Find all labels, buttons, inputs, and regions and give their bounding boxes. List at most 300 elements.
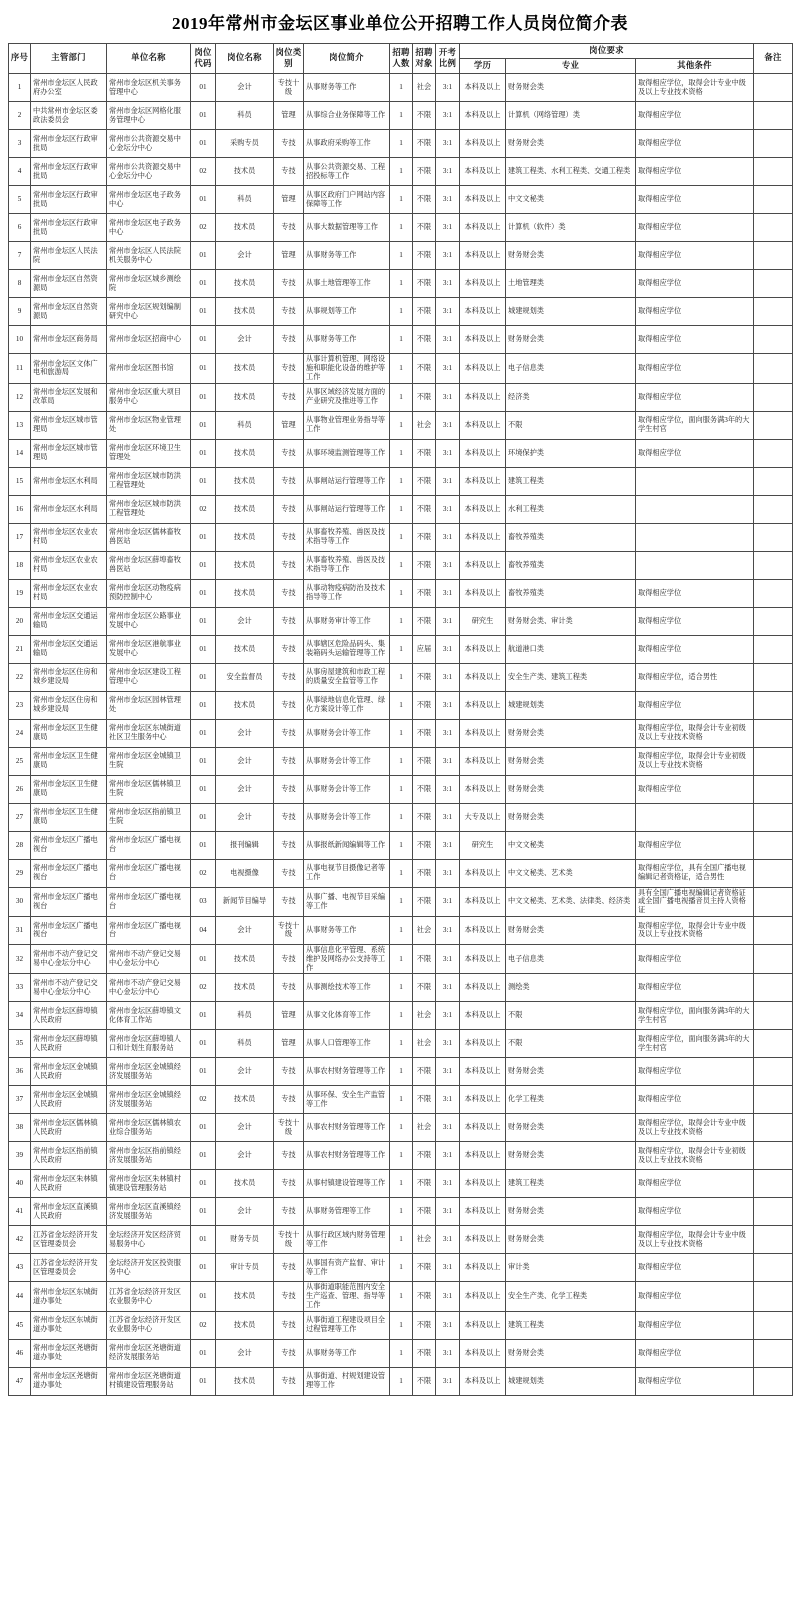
col-header-code-line2: 代码 — [194, 58, 212, 68]
cell-remark — [754, 214, 793, 242]
cell-ptype: 管理 — [274, 242, 304, 270]
cell-seq: 34 — [9, 1002, 31, 1030]
table-row — [9, 635, 793, 663]
cell-edu: 本科及以上 — [460, 635, 506, 663]
cell-post: 会计 — [216, 1339, 274, 1367]
cell-unit: 常州市金坛区港航事业发展中心 — [107, 635, 191, 663]
cell-ratio: 3:1 — [436, 439, 460, 467]
cell-ratio: 3:1 — [436, 579, 460, 607]
cell-post: 会计 — [216, 242, 274, 270]
cell-intro: 从事财务管理等工作 — [304, 1198, 390, 1226]
cell-edu: 本科及以上 — [460, 439, 506, 467]
cell-unit: 金坛经济开发区投资服务中心 — [107, 1254, 191, 1282]
cell-unit: 常州市金坛区物业管理处 — [107, 411, 191, 439]
cell-code: 01 — [191, 803, 216, 831]
cell-ratio: 3:1 — [436, 102, 460, 130]
cell-intro: 从事区域经济发展方面的产业研究及推进等工作 — [304, 383, 390, 411]
cell-dept: 常州市金坛区文体广电和旅游局 — [31, 354, 107, 383]
cell-obj: 不限 — [413, 1170, 436, 1198]
cell-post: 财务专员 — [216, 1226, 274, 1254]
cell-intro: 从事电视节目摄像记者等工作 — [304, 859, 390, 887]
cell-post: 会计 — [216, 747, 274, 775]
cell-ratio: 3:1 — [436, 1142, 460, 1170]
cell-remark — [754, 270, 793, 298]
cell-ratio: 3:1 — [436, 1367, 460, 1395]
cell-edu: 本科及以上 — [460, 974, 506, 1002]
cell-remark — [754, 1367, 793, 1395]
col-header-ptype-line1: 岗位类 — [275, 48, 302, 58]
table-row — [9, 1030, 793, 1058]
cell-post: 会计 — [216, 719, 274, 747]
cell-post: 电视摄像 — [216, 859, 274, 887]
cell-code: 01 — [191, 1114, 216, 1142]
cell-edu: 本科及以上 — [460, 944, 506, 973]
cell-seq: 10 — [9, 326, 31, 354]
cell-dept: 常州市金坛区人民政府办公室 — [31, 74, 107, 102]
cell-unit: 常州市金坛区电子政务中心 — [107, 186, 191, 214]
cell-ratio: 3:1 — [436, 523, 460, 551]
cell-num: 1 — [390, 1339, 413, 1367]
cell-major: 建筑工程类 — [506, 1311, 636, 1339]
cell-post: 会计 — [216, 1198, 274, 1226]
cell-dept: 常州市金坛区卫生健康局 — [31, 775, 107, 803]
cell-seq: 4 — [9, 158, 31, 186]
cell-remark — [754, 1170, 793, 1198]
cell-code: 01 — [191, 1170, 216, 1198]
cell-remark — [754, 974, 793, 1002]
cell-seq: 44 — [9, 1282, 31, 1311]
cell-obj: 不限 — [413, 1198, 436, 1226]
table-row — [9, 158, 793, 186]
cell-dept: 江苏省金坛经济开发区管理委员会 — [31, 1226, 107, 1254]
cell-obj: 社会 — [413, 1114, 436, 1142]
cell-other: 取得相应学位 — [636, 1339, 754, 1367]
cell-num: 1 — [390, 1254, 413, 1282]
cell-ptype: 专技 — [274, 523, 304, 551]
cell-major: 城建规划类 — [506, 298, 636, 326]
cell-post: 技术员 — [216, 298, 274, 326]
cell-major: 测绘类 — [506, 974, 636, 1002]
col-header-dept: 主管部门 — [31, 43, 107, 74]
cell-intro: 从事报纸新闻编辑等工作 — [304, 831, 390, 859]
cell-num: 1 — [390, 831, 413, 859]
cell-post: 技术员 — [216, 439, 274, 467]
cell-num: 1 — [390, 944, 413, 973]
cell-post: 报刊编辑 — [216, 831, 274, 859]
cell-dept: 常州市金坛区交通运输局 — [31, 635, 107, 663]
cell-code: 01 — [191, 775, 216, 803]
cell-other: 取得相应学位，适合男性 — [636, 663, 754, 691]
cell-code: 02 — [191, 1086, 216, 1114]
cell-other: 取得相应学位 — [636, 579, 754, 607]
cell-ratio: 3:1 — [436, 974, 460, 1002]
table-row — [9, 1114, 793, 1142]
cell-other: 取得相应学位 — [636, 326, 754, 354]
cell-obj: 不限 — [413, 579, 436, 607]
cell-num: 1 — [390, 1086, 413, 1114]
cell-remark — [754, 1002, 793, 1030]
cell-major: 电子信息类 — [506, 944, 636, 973]
cell-dept: 常州市金坛区金城镇人民政府 — [31, 1058, 107, 1086]
cell-other: 取得相应学位 — [636, 383, 754, 411]
cell-ptype: 专技 — [274, 1142, 304, 1170]
cell-code: 01 — [191, 130, 216, 158]
cell-post: 科员 — [216, 1002, 274, 1030]
cell-edu: 本科及以上 — [460, 551, 506, 579]
cell-obj: 不限 — [413, 298, 436, 326]
cell-major: 电子信息类 — [506, 354, 636, 383]
table-row — [9, 551, 793, 579]
cell-num: 1 — [390, 214, 413, 242]
cell-code: 01 — [191, 102, 216, 130]
cell-other: 取得相应学位，取得会计专业中级及以上专业技术资格 — [636, 1114, 754, 1142]
cell-other: 取得相应学位 — [636, 635, 754, 663]
cell-edu: 本科及以上 — [460, 1226, 506, 1254]
cell-major: 畜牧养殖类 — [506, 579, 636, 607]
table-row — [9, 495, 793, 523]
cell-unit: 常州市金坛区儒林镇农业综合服务站 — [107, 1114, 191, 1142]
cell-major: 财务财会类 — [506, 747, 636, 775]
cell-ptype: 专技 — [274, 1170, 304, 1198]
cell-unit: 常州市金坛区东城街道社区卫生服务中心 — [107, 719, 191, 747]
cell-intro: 从事街道、村规划建设管理等工作 — [304, 1367, 390, 1395]
cell-intro: 从事物业管理业务指导等工作 — [304, 411, 390, 439]
cell-unit: 常州市金坛区广播电视台 — [107, 831, 191, 859]
cell-unit: 常州市金坛区直溪镇经济发展服务站 — [107, 1198, 191, 1226]
cell-ratio: 3:1 — [436, 635, 460, 663]
cell-num: 1 — [390, 495, 413, 523]
table-row — [9, 354, 793, 383]
cell-seq: 18 — [9, 551, 31, 579]
cell-ptype: 专技 — [274, 467, 304, 495]
col-header-seq: 序号 — [9, 43, 31, 74]
cell-remark — [754, 803, 793, 831]
cell-num: 1 — [390, 242, 413, 270]
table-row — [9, 130, 793, 158]
cell-dept: 常州市不动产登记交易中心金坛分中心 — [31, 944, 107, 973]
cell-obj: 不限 — [413, 467, 436, 495]
cell-unit: 常州市金坛区图书馆 — [107, 354, 191, 383]
cell-edu: 本科及以上 — [460, 1311, 506, 1339]
cell-num: 1 — [390, 383, 413, 411]
cell-unit: 常州市金坛区动物疫病预防控制中心 — [107, 579, 191, 607]
cell-code: 01 — [191, 1254, 216, 1282]
cell-ratio: 3:1 — [436, 887, 460, 916]
cell-intro: 从事绿地信息化管理、绿化方案设计等工作 — [304, 691, 390, 719]
cell-ptype: 专技 — [274, 1282, 304, 1311]
cell-remark — [754, 298, 793, 326]
cell-ptype: 专技 — [274, 635, 304, 663]
cell-num: 1 — [390, 887, 413, 916]
cell-ratio: 3:1 — [436, 1311, 460, 1339]
cell-edu: 本科及以上 — [460, 887, 506, 916]
cell-seq: 16 — [9, 495, 31, 523]
cell-ratio: 3:1 — [436, 130, 460, 158]
table-row — [9, 1002, 793, 1030]
cell-edu: 本科及以上 — [460, 1339, 506, 1367]
cell-code: 02 — [191, 1311, 216, 1339]
table-row — [9, 775, 793, 803]
cell-ptype: 专技 — [274, 663, 304, 691]
cell-dept: 常州市金坛区农业农村局 — [31, 579, 107, 607]
cell-code: 02 — [191, 495, 216, 523]
cell-code: 01 — [191, 747, 216, 775]
cell-major: 土地管理类 — [506, 270, 636, 298]
cell-remark — [754, 719, 793, 747]
cell-remark — [754, 74, 793, 102]
cell-remark — [754, 775, 793, 803]
cell-remark — [754, 831, 793, 859]
cell-seq: 38 — [9, 1114, 31, 1142]
table-row — [9, 691, 793, 719]
cell-unit: 常州市金坛区尧塘街道经济发展服务站 — [107, 1339, 191, 1367]
cell-post: 技术员 — [216, 270, 274, 298]
cell-code: 01 — [191, 1226, 216, 1254]
cell-dept: 常州市金坛区商务局 — [31, 326, 107, 354]
cell-unit: 常州市金坛区广播电视台 — [107, 916, 191, 944]
cell-major: 财务财会类 — [506, 1339, 636, 1367]
cell-intro: 从事文化体育等工作 — [304, 1002, 390, 1030]
table-row — [9, 719, 793, 747]
cell-post: 技术员 — [216, 635, 274, 663]
cell-obj: 不限 — [413, 186, 436, 214]
cell-ratio: 3:1 — [436, 354, 460, 383]
cell-major: 财务财会类 — [506, 916, 636, 944]
cell-major: 中文文秘类 — [506, 186, 636, 214]
cell-num: 1 — [390, 467, 413, 495]
cell-edu: 本科及以上 — [460, 1002, 506, 1030]
cell-unit: 常州市金坛区广播电视台 — [107, 887, 191, 916]
cell-remark — [754, 1311, 793, 1339]
cell-major: 中文文秘类 — [506, 831, 636, 859]
cell-obj: 不限 — [413, 1254, 436, 1282]
cell-major: 财务财会类 — [506, 1226, 636, 1254]
cell-ptype: 专技 — [274, 214, 304, 242]
cell-remark — [754, 1226, 793, 1254]
cell-dept: 常州市金坛区行政审批局 — [31, 158, 107, 186]
table-row — [9, 1282, 793, 1311]
col-header-ptype-line2: 别 — [284, 58, 293, 68]
cell-unit: 常州市金坛区尧塘街道村镇建设管理服务站 — [107, 1367, 191, 1395]
cell-code: 01 — [191, 607, 216, 635]
cell-other: 取得相应学位 — [636, 1086, 754, 1114]
cell-dept: 常州市金坛区住房和城乡建设局 — [31, 691, 107, 719]
cell-dept: 常州市金坛区朱林镇人民政府 — [31, 1170, 107, 1198]
cell-post: 技术员 — [216, 691, 274, 719]
cell-num: 1 — [390, 691, 413, 719]
cell-code: 02 — [191, 158, 216, 186]
cell-num: 1 — [390, 719, 413, 747]
cell-remark — [754, 859, 793, 887]
table-row — [9, 102, 793, 130]
cell-ratio: 3:1 — [436, 1339, 460, 1367]
cell-dept: 常州市金坛区行政审批局 — [31, 130, 107, 158]
cell-edu: 本科及以上 — [460, 158, 506, 186]
cell-ratio: 3:1 — [436, 214, 460, 242]
cell-code: 01 — [191, 467, 216, 495]
cell-code: 01 — [191, 1339, 216, 1367]
cell-unit: 常州市金坛区金城镇经济发展服务站 — [107, 1058, 191, 1086]
cell-obj: 不限 — [413, 691, 436, 719]
cell-post: 会计 — [216, 1114, 274, 1142]
cell-ptype: 专技 — [274, 719, 304, 747]
cell-edu: 本科及以上 — [460, 1367, 506, 1395]
table-row — [9, 1367, 793, 1395]
cell-obj: 不限 — [413, 158, 436, 186]
cell-ptype: 管理 — [274, 1002, 304, 1030]
cell-remark — [754, 439, 793, 467]
cell-intro: 从事财务审计等工作 — [304, 607, 390, 635]
cell-obj: 不限 — [413, 130, 436, 158]
col-header-num-line2: 人数 — [392, 58, 410, 68]
cell-ratio: 3:1 — [436, 719, 460, 747]
cell-ptype: 专技十级 — [274, 74, 304, 102]
cell-intro: 从事综合业务保障等工作 — [304, 102, 390, 130]
cell-dept: 常州市金坛区广播电视台 — [31, 887, 107, 916]
cell-seq: 42 — [9, 1226, 31, 1254]
cell-other: 取得相应学位，取得会计专业初级及以上专业技术资格 — [636, 747, 754, 775]
cell-code: 02 — [191, 214, 216, 242]
cell-seq: 30 — [9, 887, 31, 916]
col-header-remark: 备注 — [754, 43, 793, 74]
cell-obj: 社会 — [413, 411, 436, 439]
cell-intro: 从事财务等工作 — [304, 1339, 390, 1367]
cell-remark — [754, 1282, 793, 1311]
cell-edu: 本科及以上 — [460, 495, 506, 523]
table-row — [9, 439, 793, 467]
cell-ptype: 专技 — [274, 551, 304, 579]
col-header-major: 专业 — [506, 59, 636, 74]
cell-other — [636, 523, 754, 551]
cell-obj: 不限 — [413, 747, 436, 775]
col-header-intro: 岗位简介 — [304, 43, 390, 74]
cell-remark — [754, 102, 793, 130]
cell-intro: 从事畜牧养殖、兽医及技术指导等工作 — [304, 551, 390, 579]
cell-edu: 本科及以上 — [460, 1030, 506, 1058]
cell-post: 技术员 — [216, 1086, 274, 1114]
cell-ratio: 3:1 — [436, 186, 460, 214]
cell-ratio: 3:1 — [436, 663, 460, 691]
cell-edu: 本科及以上 — [460, 747, 506, 775]
cell-obj: 社会 — [413, 1226, 436, 1254]
table-row — [9, 974, 793, 1002]
cell-ptype: 专技 — [274, 747, 304, 775]
cell-unit: 常州市金坛区城市防洪工程管理处 — [107, 467, 191, 495]
table-row — [9, 214, 793, 242]
cell-unit: 常州市金坛区城乡测绘院 — [107, 270, 191, 298]
cell-ptype: 专技 — [274, 383, 304, 411]
cell-seq: 39 — [9, 1142, 31, 1170]
cell-unit: 常州市金坛区广播电视台 — [107, 859, 191, 887]
cell-unit: 常州市不动产登记交易中心金坛分中心 — [107, 974, 191, 1002]
cell-dept: 常州市金坛区卫生健康局 — [31, 719, 107, 747]
cell-code: 01 — [191, 691, 216, 719]
cell-remark — [754, 186, 793, 214]
cell-other: 取得相应学位，取得会计专业初级及以上专业技术资格 — [636, 1142, 754, 1170]
cell-num: 1 — [390, 1367, 413, 1395]
cell-seq: 12 — [9, 383, 31, 411]
cell-seq: 11 — [9, 354, 31, 383]
cell-edu: 本科及以上 — [460, 1142, 506, 1170]
cell-edu: 本科及以上 — [460, 1198, 506, 1226]
cell-other: 取得相应学位 — [636, 944, 754, 973]
cell-seq: 3 — [9, 130, 31, 158]
cell-dept: 常州市金坛区农业农村局 — [31, 551, 107, 579]
cell-edu: 本科及以上 — [460, 775, 506, 803]
cell-remark — [754, 1142, 793, 1170]
cell-dept: 常州市金坛区农业农村局 — [31, 523, 107, 551]
cell-other: 取得相应学位 — [636, 1367, 754, 1395]
cell-unit: 常州市金坛区规划编制研究中心 — [107, 298, 191, 326]
cell-unit: 常州市金坛区金城镇卫生院 — [107, 747, 191, 775]
cell-intro: 从事村镇建设管理等工作 — [304, 1170, 390, 1198]
cell-intro: 从事规划等工作 — [304, 298, 390, 326]
cell-remark — [754, 887, 793, 916]
cell-dept: 常州市不动产登记交易中心金坛分中心 — [31, 974, 107, 1002]
cell-intro: 从事财务会计等工作 — [304, 747, 390, 775]
cell-ptype: 专技 — [274, 354, 304, 383]
cell-intro: 从事政府采购等工作 — [304, 130, 390, 158]
cell-unit: 常州市金坛区网格化服务管理中心 — [107, 102, 191, 130]
cell-ptype: 专技 — [274, 1058, 304, 1086]
cell-edu: 本科及以上 — [460, 186, 506, 214]
cell-dept: 常州市金坛区自然资源局 — [31, 298, 107, 326]
cell-ratio: 3:1 — [436, 916, 460, 944]
table-row — [9, 663, 793, 691]
cell-num: 1 — [390, 1311, 413, 1339]
cell-major: 计算机（网络管理）类 — [506, 102, 636, 130]
cell-num: 1 — [390, 1002, 413, 1030]
cell-obj: 不限 — [413, 495, 436, 523]
cell-intro: 从事土地管理等工作 — [304, 270, 390, 298]
cell-major: 财务财会类 — [506, 130, 636, 158]
cell-ptype: 专技十级 — [274, 1114, 304, 1142]
table-row — [9, 523, 793, 551]
cell-post: 技术员 — [216, 1367, 274, 1395]
cell-intro: 从事财务等工作 — [304, 916, 390, 944]
cell-other: 取得相应学位 — [636, 775, 754, 803]
cell-other: 取得相应学位 — [636, 158, 754, 186]
cell-intro: 从事计算机管理、网络设施和职能化设备的维护等工作 — [304, 354, 390, 383]
cell-num: 1 — [390, 635, 413, 663]
cell-ptype: 管理 — [274, 411, 304, 439]
cell-seq: 32 — [9, 944, 31, 973]
cell-dept: 常州市金坛区广播电视台 — [31, 831, 107, 859]
cell-dept: 常州市金坛区水利局 — [31, 467, 107, 495]
cell-intro: 从事环保、安全生产监管等工作 — [304, 1086, 390, 1114]
cell-other: 取得相应学位 — [636, 1058, 754, 1086]
table-row — [9, 242, 793, 270]
cell-seq: 6 — [9, 214, 31, 242]
cell-unit: 常州市金坛区薛埠镇人口和计划生育服务站 — [107, 1030, 191, 1058]
cell-code: 01 — [191, 663, 216, 691]
cell-remark — [754, 579, 793, 607]
cell-dept: 常州市金坛区东城街道办事处 — [31, 1311, 107, 1339]
cell-post: 技术员 — [216, 579, 274, 607]
cell-ptype: 管理 — [274, 1030, 304, 1058]
table-row — [9, 831, 793, 859]
cell-major: 不限 — [506, 1030, 636, 1058]
cell-post: 会计 — [216, 916, 274, 944]
cell-unit: 常州市金坛区重大项目服务中心 — [107, 383, 191, 411]
cell-remark — [754, 1058, 793, 1086]
cell-ptype: 专技 — [274, 974, 304, 1002]
cell-dept: 常州市金坛区城市管理局 — [31, 439, 107, 467]
cell-code: 01 — [191, 354, 216, 383]
cell-post: 技术员 — [216, 467, 274, 495]
cell-post: 会计 — [216, 607, 274, 635]
col-header-obj-line1: 招聘 — [415, 48, 433, 58]
